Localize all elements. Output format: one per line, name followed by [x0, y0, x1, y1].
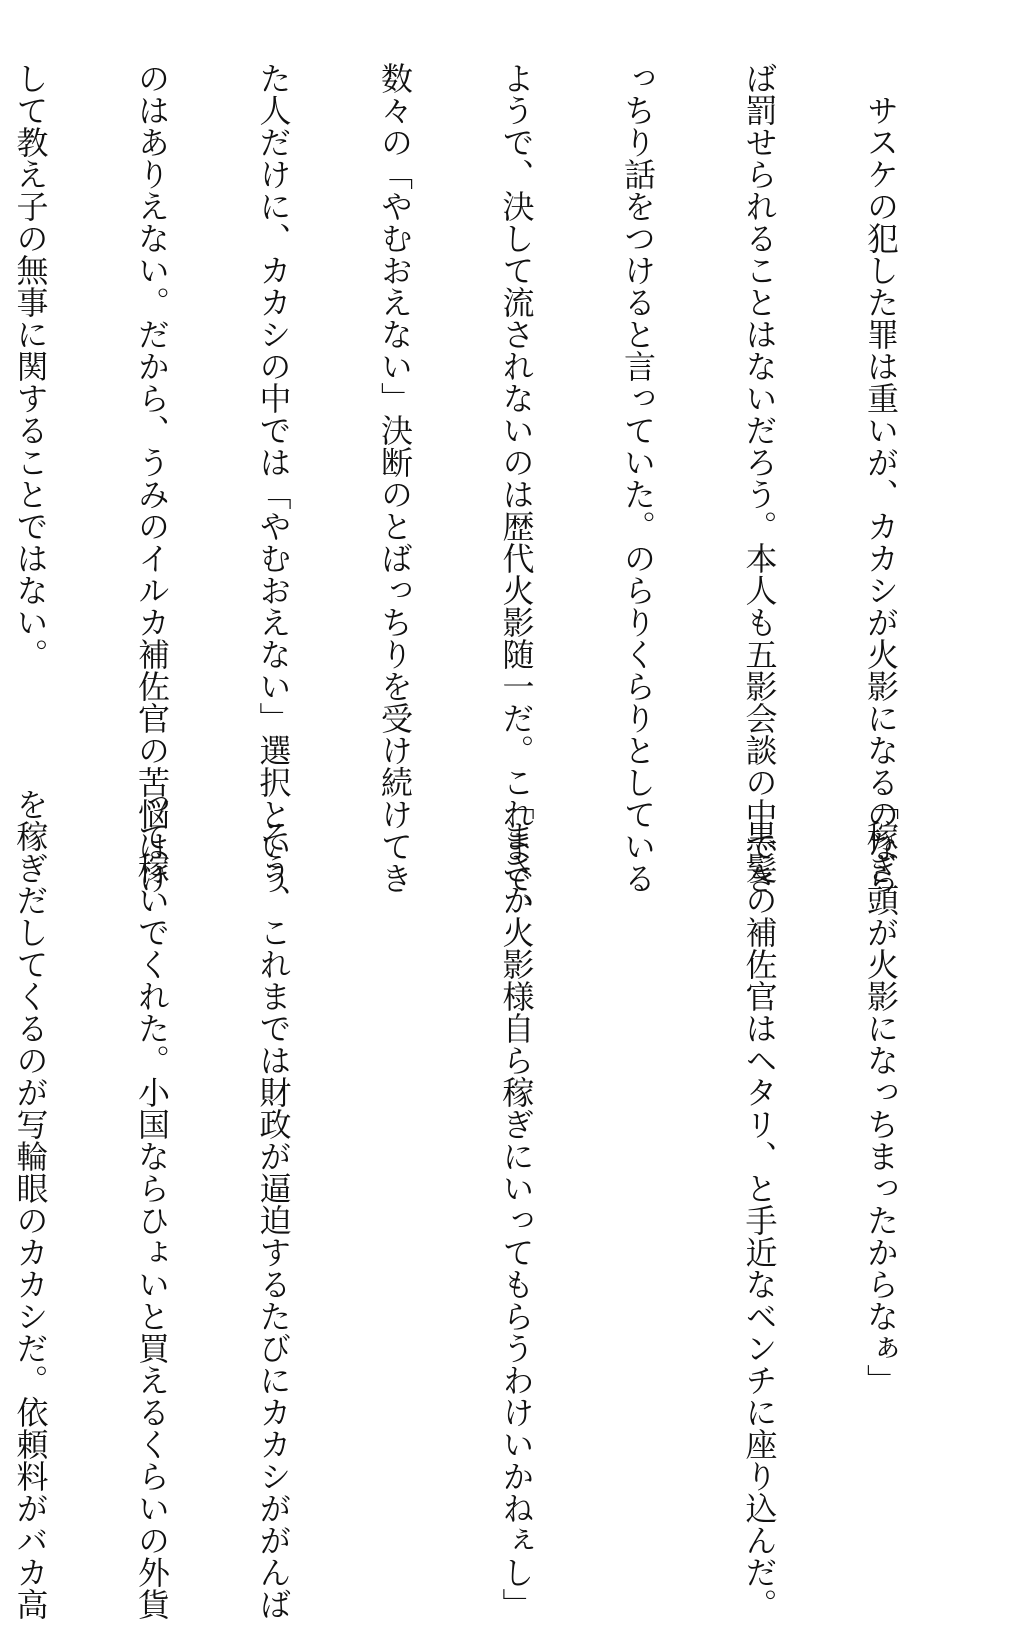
- text-block-top: [0, 62, 982, 926]
- text-column: 黒髪の補佐官はヘタリ、と手近なベンチに座り込んだ。: [740, 788, 779, 1620]
- text-column: ば罰せられることはないだろう。本人も五影会談の中でき: [740, 62, 779, 894]
- text-column: そう、これまでは財政が逼迫するたびにカカシががんば: [254, 788, 293, 1620]
- blank-column: [618, 788, 659, 1488]
- text-column: って稼いでくれた。小国ならひょいと買えるくらいの外貨: [133, 788, 171, 1620]
- text-column: た人だけに、カカシの中では「やむおえない」選択という: [254, 62, 293, 894]
- text-column: っちり話をつけると言っていた。のらりくらりとしている: [619, 62, 657, 894]
- dialogue-column: 「稼ぎ頭が火影になっちまったからなぁ」: [862, 788, 900, 1396]
- text-column: して教え子の無事に関することではない。: [11, 62, 50, 670]
- dialogue-column: 「まさか火影様自ら稼ぎにいってもらうわけいかねぇし」: [497, 788, 536, 1620]
- text-column: サスケの犯した罪は重いが、カカシが火影になるのなら: [862, 62, 900, 894]
- text-column: ようで、決して流されないのは歴代火影随一だ。これまで、: [497, 62, 536, 926]
- text-column: を稼ぎだしてくるのが写輪眼のカカシだ。依頼料がバカ高: [11, 788, 50, 1620]
- blank-column: [375, 788, 416, 1488]
- text-column: のはありえない。だから、うみのイルカ補佐官の苦悩はけ: [133, 62, 171, 894]
- text-column: 数々の「やむおえない」決断のとばっちりを受け続けてき: [376, 62, 414, 894]
- text-block-bottom: [0, 788, 982, 1620]
